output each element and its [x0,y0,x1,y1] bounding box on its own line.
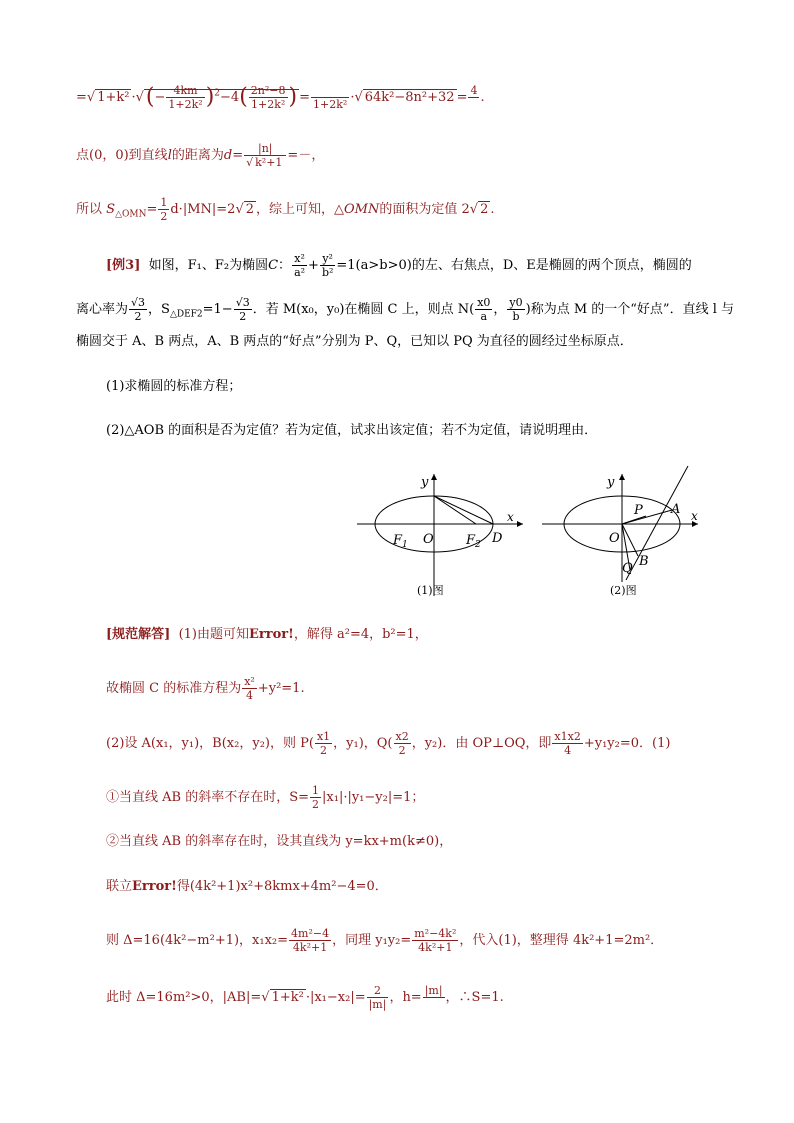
fig1-f2-label: $F_2$ [466,533,481,550]
solution-line-6: 联立Error!得(4k²+1)x²+8kmx+4m²−4=0． [106,879,388,894]
fig2-x-label: x [691,509,698,523]
fig2-a-label: A [671,502,681,517]
fig1-caption: (1)图 [417,584,444,597]
fig2-y-label: y [607,475,615,490]
fig2-origin-label: O [609,531,620,546]
example-paragraph-line-2: 离心率为 $\frac{√3}{2}$ ，$S_{\triangle DEF2}=1-$ $\frac{√3}{2}$ ．若 M(x₀，y₀)在椭圆 C 上，则点 N( $\frac{x0}{a}$ ， $\frac{y0}{b}$ )称为点 M 的一个“好点”．直线 l 与 [76,296,734,323]
solution-line-2: 故椭圆 C 的标准方程为 $\frac{\text{x²}}{4}$ +y²=1. [106,675,305,702]
example-paragraph-line-3: 椭圆交于 A、B 两点，A、B 两点的“好点”分别为 P、Q，已知以 PQ 为直径的圆经过坐标原点． [76,334,633,349]
fig2-q-label: Q [622,561,633,576]
figure-1 [355,466,535,601]
fig1-y-label: y [421,475,429,490]
solution-tag: [规范解答] [106,627,171,642]
area-conclusion-line: 所以 $S_{\triangle OMN}=$ $\frac{1}{2}$ d·|MN|=2√ 2 ，综上可知，△OMN的面积为定值 2√ 2 . [76,196,495,223]
distance-line: 点(0，0)到直线l的距离为d= $\frac{|n|}{\text{√ k²+1}}$ =－， [76,142,325,169]
fig1-origin-label: O [423,532,434,547]
solution-line-5: ②当直线 AB 的斜率存在时，设其直线为 y=kx+m(k≠0)， [106,834,453,849]
solution-line-7: 则 Δ=16(4k²−m²+1)，x₁x₂= $\frac{\text{4m²−4}}{\text{4k²+1}}$ ，同理 y₁y₂= $\frac{\text{m²−4k²}}{\text{4k²+1}}$ ，代入(1)，整理得 4k²+1=2m²． [106,927,664,954]
question-2: (2)△AOB 的面积是否为定值？若为定值，试求出该定值；若不为定值，请说明理由． [106,423,598,438]
formula-line-1: =√ 1+k² ·√(− $\frac{4km}{\text{1+2k²}}$ )$^2$−4( $\frac{\text{2n²−8}}{\text{1+2k²}}$ ) = 1+2k² ·√ 64k²−8n²+32 = 4 . [76,84,485,111]
question-1: (1)求椭圆的标准方程； [106,379,242,394]
fig1-x-label: x [507,510,514,524]
solution-line-1: [规范解答] (1)由题可知Error!，解得 a²=4，b²=1， [106,627,428,642]
solution-line-3: (2)设 A(x₁，y₁)，B(x₂，y₂)，则 P( $\frac{x1}{2}$ ，y₁)，Q( $\frac{x2}{2}$ ，y₂)．由 OP⊥OQ，即 $\frac{x1x2}{4}$ +y₁y₂=0．(1) [106,730,671,757]
fig1-f1-label: $F_1$ [393,533,408,550]
fig2-p-label: P [634,503,643,518]
figure-2 [538,462,708,602]
fig1-d-label: D [492,531,503,546]
fig2-caption: (2)图 [610,584,637,597]
example-paragraph-line-1: [例3] 如图，F₁、F₂为椭圆C： $\frac{\text{x²}}{\text{a²}}$ + $\frac{\text{y²}}{\text{b²}}$ =1(a>b>0)的左、右焦点，D、E是椭圆的两个顶点，椭圆的 [106,252,692,279]
example-tag: [例3] [106,258,141,273]
solution-line-4: ①当直线 AB 的斜率不存在时，S= $\frac{1}{2}$ |x₁|·|y₁−y₂|=1； [106,784,425,811]
fig2-b-label: B [639,554,649,569]
solution-line-8: 此时 Δ=16m²>0，|AB|=√ 1+k² ·|x₁−x₂|= $\frac{2}{|m|}$ ，h= |m| ，∴S=1. [106,984,504,1011]
